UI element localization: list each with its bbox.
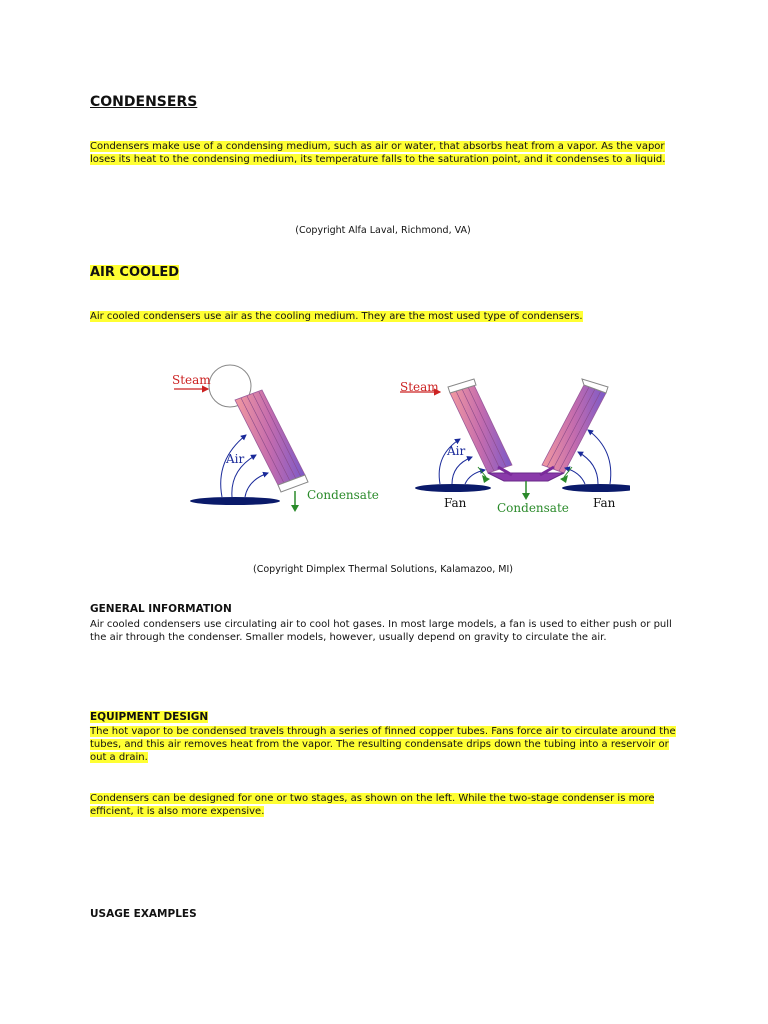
- single-stage-condenser: [172, 365, 379, 512]
- air-cooled-text: Air cooled condensers use air as the cooling medium. They are the most used type of condensers.: [90, 311, 583, 322]
- fan-left-single: [190, 497, 280, 505]
- two-stage-condenser: [400, 379, 630, 515]
- equipment-design-text-2: Condensers can be designed for one or two stages, as shown on the left. While the two-stage condenser is more efficient, it is also more expensive.: [90, 793, 655, 817]
- general-information-paragraph: Air cooled condensers use circulating air to cool hot gases. In most large models, a fan is used to either push or pull the air through the condenser. Smaller models, however, usually depend on gravity to circulate the air.: [90, 619, 672, 643]
- equipment-design-paragraph-2: [90, 792, 680, 818]
- page-title: CONDENSERS: [90, 94, 198, 110]
- label-condensate-left: Condensate: [307, 488, 379, 502]
- intro-text: Condensers make use of a condensing medium, such as air or water, that absorbs heat from a vapor. As the vapor loses its heat to the condensing medium, its temperature falls to the saturation point, and it condenses to a liquid.: [90, 141, 666, 165]
- section-heading-air-cooled: [90, 265, 179, 280]
- section-heading-general-information: GENERAL INFORMATION: [90, 603, 232, 615]
- equipment-design-paragraph-1: [90, 725, 680, 764]
- intro-paragraph: [90, 140, 680, 166]
- caption-dimplex: (Copyright Dimplex Thermal Solutions, Kalamazoo, MI): [253, 564, 513, 575]
- label-fan-left: Fan: [444, 496, 467, 510]
- label-condensate-right: Condensate: [497, 501, 569, 515]
- section-heading-equipment-design: [90, 711, 208, 723]
- label-fan-right: Fan: [593, 496, 616, 510]
- fan-left-icon: [415, 484, 491, 492]
- air-cooled-paragraph: [90, 310, 680, 323]
- equipment-design-text-1: The hot vapor to be condensed travels through a series of finned copper tubes. Fans force air to circulate around the tubes, and this air removes heat from the vapor. The resulting condensate drips down the tubing into a reservoir or out a drain.: [90, 726, 676, 763]
- caption-alfa-laval: (Copyright Alfa Laval, Richmond, VA): [295, 225, 471, 236]
- section-heading-usage-examples: USAGE EXAMPLES: [90, 908, 197, 920]
- label-steam-left: Steam: [172, 373, 211, 387]
- label-steam-right: Steam: [400, 380, 439, 394]
- air-cooled-heading-text: AIR COOLED: [90, 265, 180, 280]
- fan-right-icon: [562, 484, 630, 492]
- label-air-right: Air: [447, 444, 466, 458]
- equipment-design-heading-text: EQUIPMENT DESIGN: [90, 711, 209, 723]
- condenser-figure: [160, 355, 630, 525]
- tube-bundle: [235, 390, 305, 485]
- condensate-collector: [488, 473, 564, 481]
- label-air-left: Air: [226, 452, 245, 466]
